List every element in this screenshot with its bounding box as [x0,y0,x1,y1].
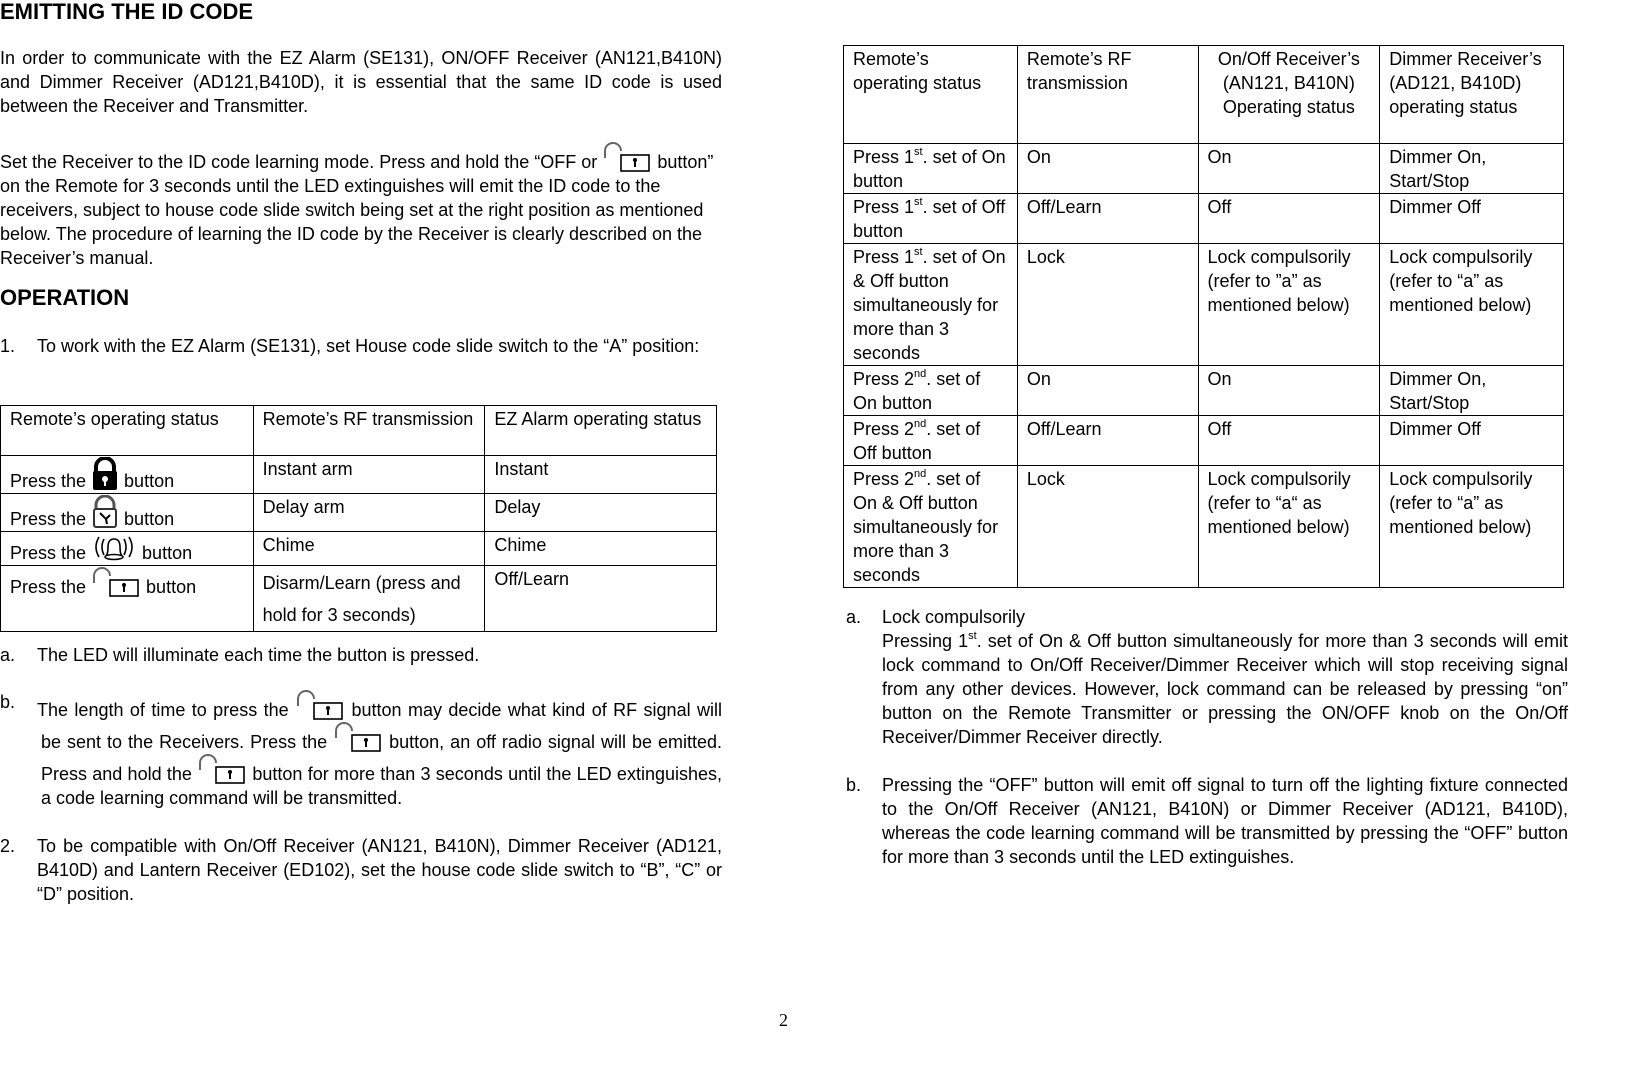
text: . set of On button [853,369,981,413]
dimmer-receiver-cell: Lock compulsorily (refer to “a” as mentioned below) [1380,244,1564,366]
superscript: st [968,630,977,642]
text: . set of On & Off button simultaneously for more than 3 seconds [853,247,1006,363]
operating-status-cell [1,456,254,494]
onoff-receiver-cell: On [1198,144,1380,194]
header-cell: Remote’s RF transmission [253,406,485,456]
text: button, an off radio signal will be emitted. Press and hold the [41,732,722,784]
receiver-table [843,45,1564,588]
unlock-icon [333,722,383,752]
operating-status-cell [844,366,1018,416]
list-text: To be compatible with On/Off Receiver (AN121, B410N), Dimmer Receiver (AD121, B410D) and Lantern Receiver (ED102), set the house code slide switch to “B”, “C” or “D” position. [37,836,722,904]
table-row [844,366,1564,416]
page-number: 2 [779,1010,788,1030]
superscript: st [914,146,923,158]
rf-transmission-cell: Off/Learn [1017,416,1198,466]
list-number: 1. [0,336,16,356]
rf-transmission-cell: Off/Learn [1017,194,1198,244]
unlock-icon [197,754,247,784]
rf-transmission-cell: Instant arm [253,456,485,494]
rf-transmission-cell: Disarm/Learn (press and hold for 3 seconds) [253,566,485,632]
list-text: To work with the EZ Alarm (SE131), set House code slide switch to the “A” position: [37,336,700,356]
lock-closed-icon [91,457,119,491]
text: Press the [10,471,92,491]
superscript: st [914,196,923,208]
text: Press the [10,577,92,597]
unlock-icon [91,567,141,597]
dimmer-receiver-cell: Lock compulsorily (refer to “a” as mentioned below) [1380,466,1564,588]
heading-operation: OPERATION [0,285,130,310]
table-header-row [844,46,1564,144]
rf-transmission-cell: Lock [1017,244,1198,366]
operating-status-cell [844,244,1018,366]
text: . set of On button [853,147,1006,191]
text: The length of time to press the [37,700,296,720]
text: Pressing 1 [882,631,969,651]
text: . set of On & Off button simultaneously for more than 3 seconds will emit lock command to On/Off Receiver/Dimmer Receiver which will stop receiving signal from any other devices. However, lock command can be released by pressing “on” button on the Remote Transmitter or pressing the ON/OFF knob on the On/Off Receiver/Dimmer Receiver directly. [882,631,1568,747]
text: Press 1 [853,247,915,267]
note-a [0,643,722,667]
table-row [844,144,1564,194]
note-text [882,629,1568,749]
operating-status-cell [844,144,1018,194]
bell-icon [91,533,137,563]
text: button for more than 3 seconds until the LED extinguishes, a code learning command will be transmitted. [41,764,722,808]
superscript: nd [914,368,927,380]
text: . set of Off button [853,197,1006,241]
operating-status-cell [1,494,254,532]
note-a-lock-compulsorily [846,605,1568,749]
text: Press 1 [853,147,915,167]
note-title: Lock compulsorily [882,607,1026,627]
onoff-receiver-cell: Lock compulsorily (refer to “a“ as mentioned below) [1198,466,1380,588]
text: button [119,471,175,491]
text: Press 2 [853,469,915,489]
lock-delay-icon [91,495,119,529]
dimmer-receiver-cell: Dimmer Off [1380,416,1564,466]
list-letter: b. [846,775,862,795]
ez-alarm-status-cell: Instant [485,456,717,494]
header-cell: Remote’s operating status [844,46,1018,144]
header-cell: Remote’s RF transmission [1017,46,1198,144]
heading-emitting-id-code: EMITTING THE ID CODE [0,0,253,24]
table-row [844,194,1564,244]
onoff-receiver-cell: Off [1198,194,1380,244]
note-b [0,690,722,810]
table-row [844,466,1564,588]
dimmer-receiver-cell: Dimmer On, Start/Stop [1380,144,1564,194]
superscript: nd [914,418,927,430]
text: Press 2 [853,419,915,439]
table-row [1,494,717,532]
learning-mode-paragraph [0,142,720,270]
list-letter: a. [0,645,16,665]
rf-transmission-cell: Chime [253,532,485,566]
operating-status-cell [844,466,1018,588]
header-cell: On/Off Receiver’s (AN121, B410N) Operating status [1198,46,1380,144]
operating-status-cell [1,566,254,632]
text: button [119,509,175,529]
table-row [1,456,717,494]
text: Press 1 [853,197,915,217]
text: . set of On & Off button simultaneously for more than 3 seconds [853,469,999,585]
ez-alarm-status-cell: Chime [485,532,717,566]
superscript: st [914,246,923,258]
ez-alarm-status-cell: Off/Learn [485,566,717,632]
text: . set of Off button [853,419,981,463]
dimmer-receiver-cell: Dimmer On, Start/Stop [1380,366,1564,416]
list-letter: a. [846,607,862,627]
rf-transmission-cell: Delay arm [253,494,485,532]
rf-transmission-cell: Lock [1017,466,1198,588]
rf-transmission-cell: On [1017,366,1198,416]
text: button may decide what kind of RF signal will be sent to the Receivers. Press the [41,700,722,752]
table-header-row [1,406,717,456]
onoff-receiver-cell: On [1198,366,1380,416]
text: button” on the Remote for 3 seconds until the LED extinguishes will emit the ID code to the receivers, subject to house code slide switch being set at the right position as mentioned below. The procedure of learning the ID code by the Receiver is clearly described on the Receiver’s manual. [0,152,714,268]
onoff-receiver-cell: Lock compulsorily (refer to ”a” as mentioned below) [1198,244,1380,366]
text: Press 2 [853,369,915,389]
header-cell: Dimmer Receiver’s (AD121, B410D) operating status [1380,46,1564,144]
table-row [844,244,1564,366]
table-row [1,566,717,632]
ez-alarm-table [0,405,717,632]
operating-status-cell [844,416,1018,466]
note-text [37,690,722,810]
text: Press the [10,509,92,529]
note-b-off-button [846,773,1568,869]
onoff-receiver-cell: Off [1198,416,1380,466]
table-row [1,532,717,566]
dimmer-receiver-cell: Dimmer Off [1380,194,1564,244]
list-item-2 [0,834,722,906]
list-item-1 [0,334,722,358]
superscript: nd [914,468,927,480]
table-row [844,416,1564,466]
header-cell: Remote’s operating status [1,406,254,456]
text: Press the [10,543,92,563]
list-letter: b. [0,692,16,712]
rf-transmission-cell: On [1017,144,1198,194]
ez-alarm-status-cell: Delay [485,494,717,532]
header-cell: EZ Alarm operating status [485,406,717,456]
intro-paragraph: In order to communicate with the EZ Alarm (SE131), ON/OFF Receiver (AN121,B410N) and Dimmer Receiver (AD121,B410D), it is essential that the same ID code is used between the Receiver and Transmitter. [0,48,722,116]
text: Set the Receiver to the ID code learning mode. Press and hold the “OFF or [0,152,603,172]
unlock-icon [602,142,652,172]
list-number: 2. [0,836,16,856]
note-text: The LED will illuminate each time the button is pressed. [37,645,480,665]
text: button [137,543,193,563]
operating-status-cell [1,532,254,566]
text: button [141,577,197,597]
note-text: Pressing the “OFF” button will emit off signal to turn off the lighting fixture connected to the On/Off Receiver (AN121, B410N) or Dimmer Receiver (AD121, B410D), whereas the code learning command will be transmitted by pressing the “OFF” button for more than 3 seconds until the LED extinguishes. [882,775,1568,867]
unlock-icon [295,690,345,720]
operating-status-cell [844,194,1018,244]
